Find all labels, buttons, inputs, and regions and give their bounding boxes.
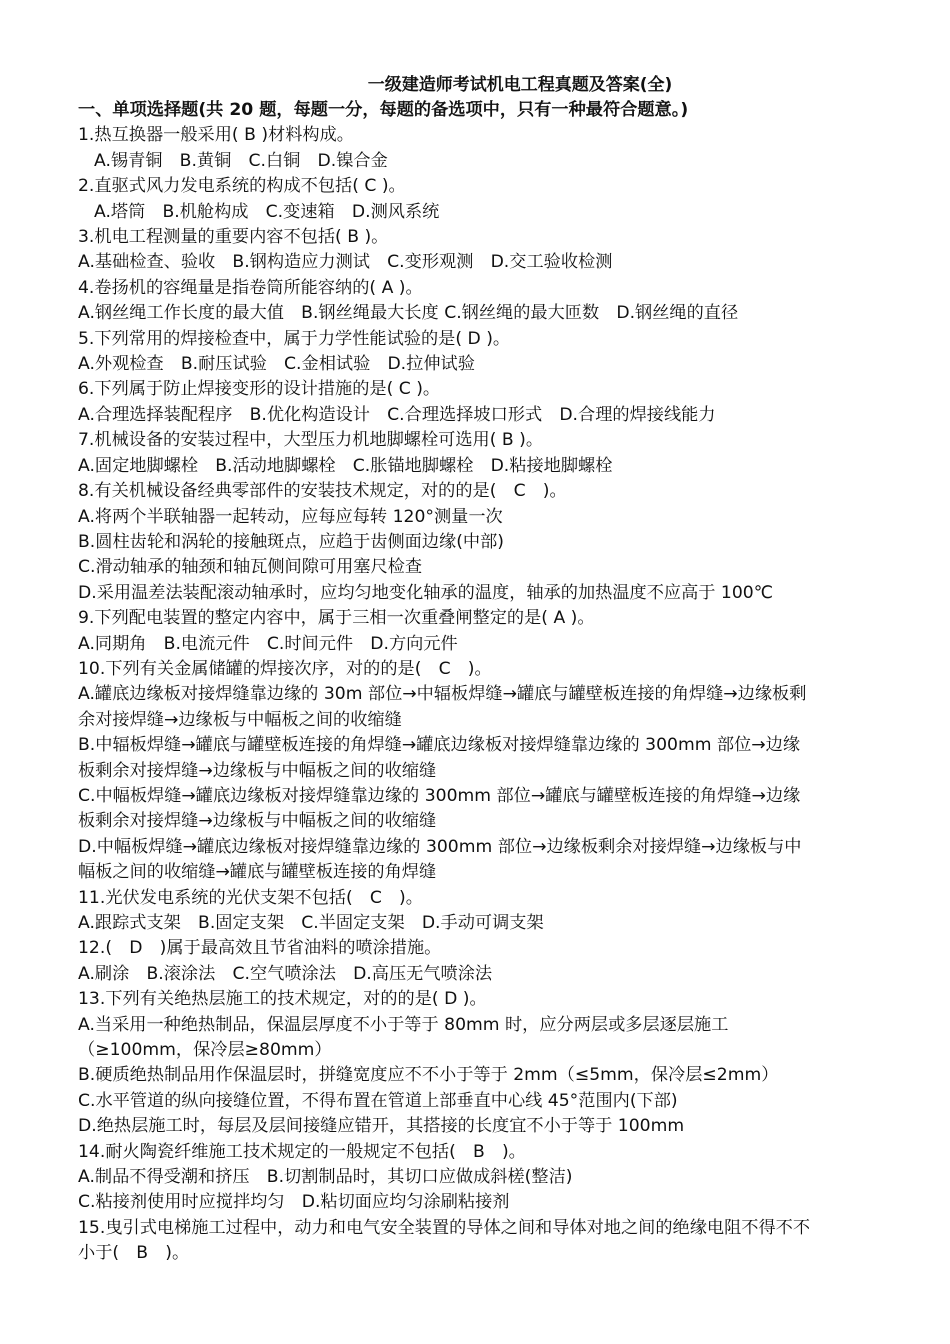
text-line: D.绝热层施工时，每层及层间接缝应错开，其搭接的长度宜不小于等于 100mm (78, 1116, 685, 1137)
text-line: A.外观检查 B.耐压试验 C.金相试验 D.拉伸试验 (78, 354, 475, 375)
text-line: 3.机电工程测量的重要内容不包括( B )。 (78, 227, 389, 248)
text-line: A.同期角 B.电流元件 C.时间元件 D.方向元件 (78, 633, 458, 654)
text-line: 2.直驱式风力发电系统的构成不包括( C )。 (78, 176, 406, 197)
text-line: 12.( D )属于最高效且节省油料的喷涂措施。 (78, 938, 442, 959)
text-line: A.跟踪式支架 B.固定支架 C.半固定支架 D.手动可调支架 (78, 913, 544, 933)
text-line: 10.下列有关金属储罐的焊接次序，对的的是( C )。 (78, 658, 492, 679)
text-line: （≥100mm，保冷层≥80mm） (78, 1040, 332, 1061)
text-line: 15.曳引式电梯施工过程中，动力和电气安全装置的导体之间和导体对地之间的绝缘电阻不得不不 (78, 1217, 811, 1238)
text-line: A.刷涂 B.滚涂法 C.空气喷涂法 D.高压无气喷涂法 (78, 963, 493, 984)
text-line: A.制品不得受潮和挤压 B.切割制品时，其切口应做成斜槎(整洁) (78, 1167, 573, 1188)
text-line: 5.下列常用的焊接检查中，属于力学性能试验的是( D )。 (78, 328, 511, 349)
text-line: A.塔筒 B.机舱构成 C.变速箱 D.测风系统 (94, 201, 440, 222)
text-line: A.罐底边缘板对接焊缝靠边缘的 30m 部位→中辐板焊缝→罐底与罐壁板连接的角焊缝→边缘板剩 (78, 684, 807, 705)
text-line: A.固定地脚螺栓 B.活动地脚螺栓 C.胀锚地脚螺栓 D.粘接地脚螺栓 (78, 455, 613, 476)
text-line: A.锡青铜 B.黄铜 C.白铜 D.镍合金 (94, 150, 388, 171)
text-line: 8.有关机械设备经典零部件的安装技术规定，对的的是( C )。 (78, 481, 567, 502)
text-line: C.水平管道的纵向接缝位置，不得布置在管道上部垂直中心线 45°范围内(下部) (78, 1090, 678, 1111)
text-line: A.合理选择装配程序 B.优化构造设计 C.合理选择坡口形式 D.合理的焊接线能力 (78, 404, 716, 425)
text-line: 14.耐火陶瓷纤维施工技术规定的一般规定不包括( B )。 (78, 1141, 526, 1162)
text-line: C.粘接剂使用时应搅拌均匀 D.粘切面应均匀涂刷粘接剂 (78, 1192, 510, 1213)
text-line: A.钢丝绳工作长度的最大值 B.钢丝绳最大长度 C.钢丝绳的最大匝数 D.钢丝绳的直径 (78, 303, 739, 324)
text-line: 9.下列配电装置的整定内容中，属于三相一次重叠闸整定的是( A )。 (78, 608, 595, 629)
text-line: 幅板之间的收缩缝→罐底与罐壁板连接的角焊缝 (78, 862, 437, 883)
text-line: A.基础检查、验收 B.钢构造应力测试 C.变形观测 D.交工验收检测 (78, 252, 613, 273)
document-body (78, 98, 898, 1267)
text-line: 4.卷扬机的容绳量是指卷筒所能容纳的( A )。 (78, 277, 423, 298)
text-line: 13.下列有关绝热层施工的技术规定，对的的是( D )。 (78, 989, 487, 1010)
text-line: 7.机械设备的安装过程中，大型压力机地脚螺栓可选用( B )。 (78, 430, 544, 451)
text-line: D.中幅板焊缝→罐底边缘板对接焊缝靠边缘的 300mm 部位→边缘板剩余对接焊缝→边缘板与中 (78, 836, 802, 857)
text-line: B.圆柱齿轮和涡轮的接触斑点，应趋于齿侧面边缘(中部) (78, 531, 504, 552)
text-line: 板剩余对接焊缝→边缘板与中幅板之间的收缩缝 (78, 811, 437, 832)
text-line: 余对接焊缝→边缘板与中幅板之间的收缩缝 (78, 709, 402, 730)
text-line: 1.热互换器一般采用( B )材料构成。 (78, 125, 354, 146)
text-line: 板剩余对接焊缝→边缘板与中幅板之间的收缩缝 (78, 760, 437, 781)
document-title: 一级建造师考试机电工程真题及答案(全) (367, 75, 673, 95)
text-line: D.采用温差法装配滚动轴承时，应均匀地变化轴承的温度，轴承的加热温度不应高于 100℃ (78, 582, 774, 603)
text-line: C.中幅板焊缝→罐底边缘板对接焊缝靠边缘的 300mm 部位→罐底与罐壁板连接的角焊缝→边缘 (78, 785, 801, 806)
text-line: 11.光伏发电系统的光伏支架不包括( C )。 (78, 887, 423, 908)
section-heading: 一、单项选择题(共 20 题，每题一分，每题的备选项中，只有一种最符合题意。) (78, 100, 689, 120)
text-line: A.当采用一种绝热制品，保温层厚度不小于等于 80mm 时，应分两层或多层逐层施工 (78, 1014, 729, 1035)
text-line: B.中辐板焊缝→罐底与罐壁板连接的角焊缝→罐底边缘板对接焊缝靠边缘的 300mm 部位→边缘 (78, 735, 801, 756)
text-line: 小于( B )。 (78, 1243, 190, 1264)
text-line: A.将两个半联轴器一起转动，应每应每转 120°测量一次 (78, 506, 503, 527)
text-line: 6.下列属于防止焊接变形的设计措施的是( C )。 (78, 379, 441, 400)
text-line: C.滑动轴承的轴颈和轴瓦侧间隙可用塞尺检查 (78, 557, 423, 578)
text-line: B.硬质绝热制品用作保温层时，拼缝宽度应不不小于等于 2mm（≤5mm，保冷层≤2mm） (78, 1065, 779, 1086)
